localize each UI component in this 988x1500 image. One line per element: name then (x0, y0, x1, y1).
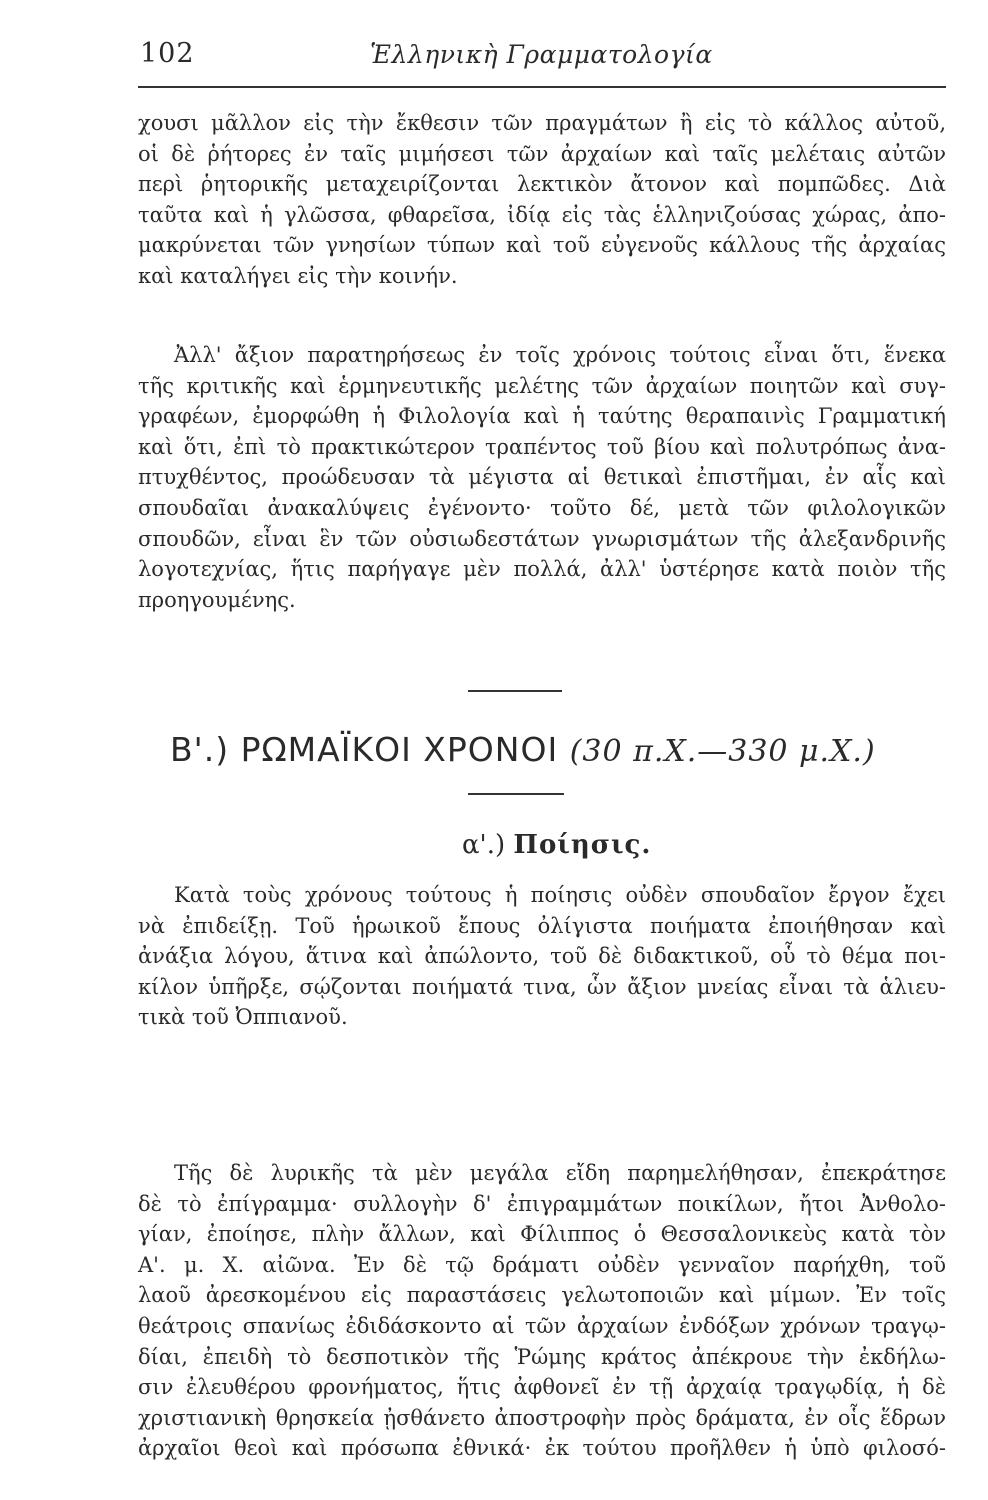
text-line: θεάτροις σπανίως ἐδιδάσκοντο αἱ τῶν ἀρχαίων ἐνδόξων χρόνων τραγῳ- (138, 1313, 946, 1338)
header-rule (138, 86, 946, 88)
text-line: νὰ ἐπιδείξῃ. Τοῦ ἡρωικοῦ ἔπους ὀλίγιστα ποιήματα ἐποιήθησαν καὶ (138, 913, 946, 938)
text-line: σπουδαῖαι ἀνακαλύψεις ἐγένοντο· τοῦτο δέ, μετὰ τῶν φιλολογικῶν (138, 495, 946, 520)
section-heading-title: Β'.) ΡΩΜΑΪΚΟΙ ΧΡΟΝΟΙ (170, 730, 559, 769)
text-line: πτυχθέντος, προώδευσαν τὰ μέγιστα αἱ θετικαὶ ἐπιστῆμαι, ἐν αἷς καὶ (138, 465, 946, 490)
text-line: σπουδῶν, εἶναι ἓν τῶν οὐσιωδεστάτων γνωρισμάτων τῆς ἀλεξανδρινῆς (138, 526, 946, 551)
heading-rule (468, 793, 564, 795)
section-heading-dates: (30 π.Χ.—330 μ.Χ.) (569, 734, 876, 769)
page-number: 102 (140, 38, 195, 69)
text-line: ταῦτα καὶ ἡ γλῶσσα, φθαρεῖσα, ἰδίᾳ εἰς τὰς ἑλληνιζούσας χώρας, ἀπο- (138, 202, 946, 227)
text-line: χριστιανικὴ θρησκεία ᾐσθάνετο ἀποστροφὴν πρὸς δράματα, ἐν οἷς ἕδρων (138, 1405, 946, 1430)
text-line: τῆς κριτικῆς καὶ ἑρμηνευτικῆς μελέτης τῶν ἀρχαίων ποιητῶν καὶ συγ- (138, 373, 946, 398)
text-line: περὶ ῥητορικῆς μεταχειρίζονται λεκτικὸν ἄτονον καὶ πομπῶδες. Διὰ (138, 172, 946, 197)
subheading (462, 830, 651, 860)
text-line: τικὰ τοῦ Ὀππιανοῦ. (138, 1005, 348, 1030)
subheading-number: α'.) (462, 830, 506, 860)
text-line: σιν ἐλευθέρου φρονήματος, ἥτις ἀφθονεῖ ἐν τῇ ἀρχαίᾳ τραγῳδίᾳ, ἡ δὲ (138, 1375, 946, 1400)
subheading-title: Ποίησις. (513, 830, 652, 860)
section-divider (468, 690, 562, 692)
text-line: προηγουμένης. (138, 587, 296, 612)
text-line: δὲ τὸ ἐπίγραμμα· συλλογὴν δ' ἐπιγραμμάτων ποικίλων, ἤτοι Ἀνθολο- (138, 1191, 946, 1216)
text-line: Τῆς δὲ λυρικῆς τὰ μὲν μεγάλα εἴδη παρημελήθησαν, ἐπεκράτησε (174, 1161, 946, 1185)
text-line: δίαι, ἐπειδὴ τὸ δεσποτικὸν τῆς Ῥώμης κράτος ἀπέκρουε τὴν ἐκδήλω- (138, 1344, 946, 1369)
text-line: λογοτεχνίας, ἥτις παρήγαγε μὲν πολλά, ἀλλ' ὑστέρησε κατὰ ποιὸν τῆς (138, 557, 946, 582)
text-line: μακρύνεται τῶν γνησίων τύπων καὶ τοῦ εὐγενοῦς κάλλους τῆς ἀρχαίας (138, 233, 946, 258)
text-line: ἀνάξια λόγου, ἅτινα καὶ ἀπώλοντο, τοῦ δὲ διδακτικοῦ, οὗ τὸ θέμα ποι- (138, 944, 946, 969)
text-line: γίαν, ἐποίησε, πλὴν ἄλλων, καὶ Φίλιππος ὁ Θεσσαλονικεὺς κατὰ τὸν (138, 1222, 946, 1247)
text-line: χουσι μᾶλλον εἰς τὴν ἔκθεσιν τῶν πραγμάτων ἢ εἰς τὸ κάλλος αὐτοῦ, (138, 111, 946, 135)
running-title: Ἑλληνικὴ Γραμματολογία (370, 40, 713, 69)
text-line: ἀρχαῖοι θεοὶ καὶ πρόσωπα ἐθνικά· ἐκ τούτου προῆλθεν ἡ ὑπὸ φιλοσό- (138, 1436, 946, 1461)
section-heading (170, 730, 910, 780)
text-line: γραφέων, ἐμορφώθη ἡ Φιλολογία καὶ ἡ ταύτης θεραπαινὶς Γραμματική (138, 404, 946, 429)
page-header (140, 38, 946, 78)
text-line: Α'. μ. Χ. αἰῶνα. Ἐν δὲ τῷ δράματι οὐδὲν γενναῖον παρήχθη, τοῦ (138, 1252, 946, 1277)
text-line: κίλον ὑπῆρξε, σῴζονται ποιήματά τινα, ὧν ἄξιον μνείας εἶναι τὰ ἁλιευ- (138, 974, 946, 999)
text-line: καὶ καταλήγει εἰς τὴν κοινήν. (138, 263, 458, 288)
paragraph-3 (138, 880, 946, 1033)
text-line: λαοῦ ἀρεσκομένου εἰς παραστάσεις γελωτοποιῶν καὶ μίμων. Ἐν τοῖς (138, 1283, 946, 1308)
text-line: οἱ δὲ ῥήτορες ἐν ταῖς μιμήσεσι τῶν ἀρχαίων καὶ ταῖς μελέταις αὐτῶν (138, 141, 946, 166)
text-line: Ἀλλ' ἄξιον παρατηρήσεως ἐν τοῖς χρόνοις τούτοις εἶναι ὅτι, ἕνεκα (174, 343, 946, 367)
text-line: Κατὰ τοὺς χρόνους τούτους ἡ ποίησις οὐδὲν σπουδαῖον ἔργον ἔχει (174, 883, 946, 907)
paragraph-4 (138, 1158, 946, 1464)
paragraph-2 (138, 340, 946, 615)
paragraph-1 (138, 108, 946, 292)
text-line: καὶ ὅτι, ἐπὶ τὸ πρακτικώτερον τραπέντος τοῦ βίου καὶ πολυτρόπως ἀνα- (138, 434, 946, 459)
